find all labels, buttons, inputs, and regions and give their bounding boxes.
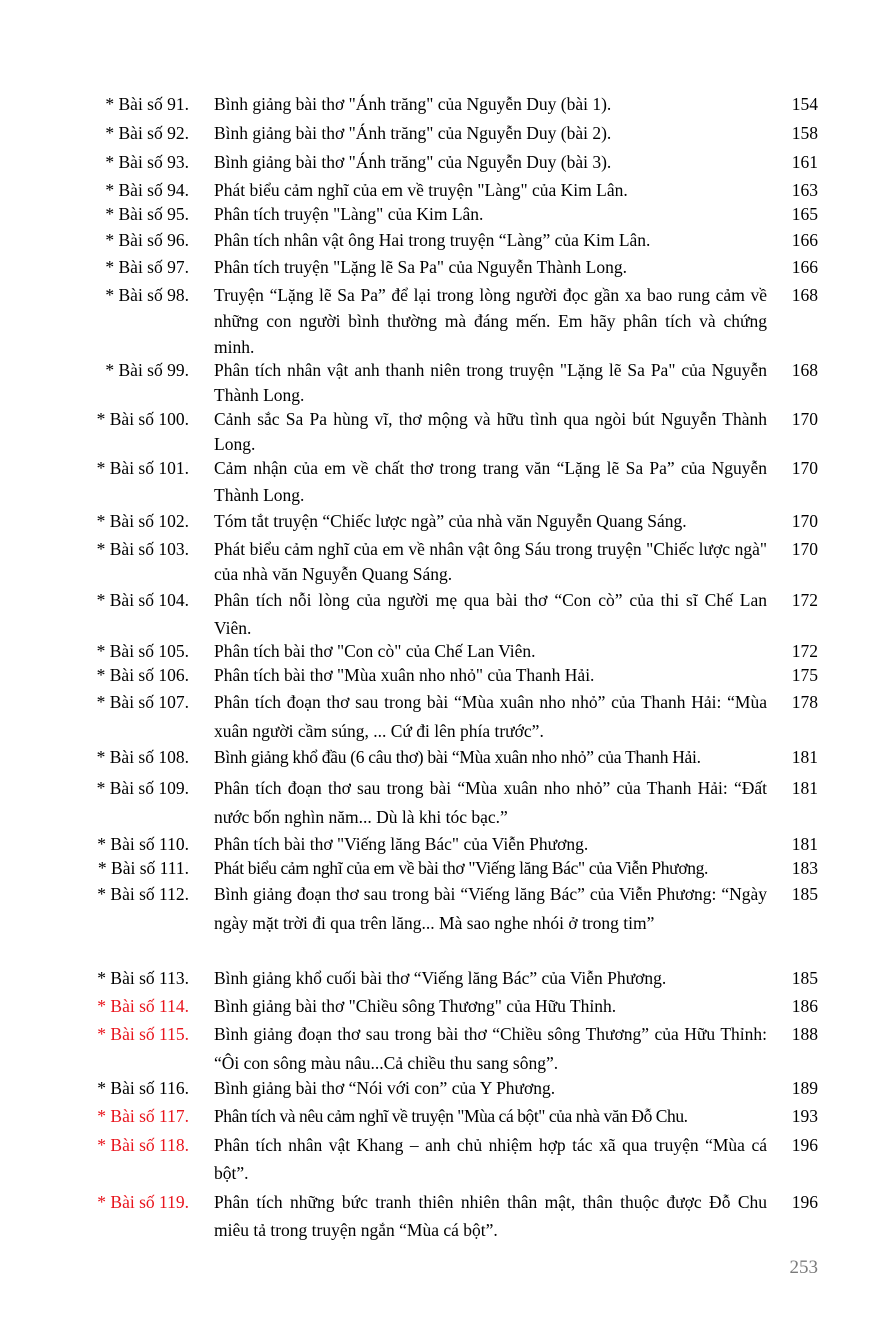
entry-page: 175: [791, 665, 818, 685]
entry-title: Truyện “Lặng lẽ Sa Pa” để lại trong lòng người đọc gần xa bao rung cảm về những con người bình thường mà đáng mến. Em hãy phân tích và chứng minh.: [214, 285, 767, 357]
entry-number: * Bài số 114.: [97, 996, 189, 1016]
entry-number: * Bài số 108.: [96, 747, 189, 767]
entry-page: 168: [791, 360, 818, 380]
entry-page: 158: [791, 123, 818, 143]
entry-title: Bình giảng bài thơ "Chiều sông Thương" của Hữu Thỉnh.: [214, 996, 617, 1016]
entry-title: Phân tích bài thơ "Viếng lăng Bác" của Viễn Phương.: [214, 834, 589, 854]
entry-page: 193: [791, 1106, 818, 1126]
entry-number: * Bài số 117.: [97, 1106, 189, 1126]
entry-page: 166: [791, 257, 818, 277]
entry-page: 170: [791, 458, 818, 478]
entry-number: * Bài số 115.: [97, 1024, 189, 1044]
page-number: 253: [789, 1257, 818, 1278]
entry-number: * Bài số 112.: [97, 884, 189, 904]
entry-number: * Bài số 102.: [96, 511, 189, 531]
entry-title: Phân tích những bức tranh thiên nhiên thân mật, thân thuộc được Đỗ Chu miêu tả trong truyện ngắn “Mùa cá bột”.: [214, 1192, 767, 1240]
entry-page: 181: [791, 778, 818, 798]
entry-number: * Bài số 116.: [97, 1078, 189, 1098]
entry-page: 185: [791, 884, 818, 904]
entry-page: 165: [791, 204, 818, 224]
entry-title: Bình giảng khổ cuối bài thơ “Viếng lăng Bác” của Viễn Phương.: [214, 968, 667, 988]
entry-title: Bình giảng bài thơ "Ánh trăng" của Nguyễn Duy (bài 1).: [214, 94, 612, 114]
entry-title: Phân tích nhân vật ông Hai trong truyện “Làng” của Kim Lân.: [214, 230, 651, 250]
entry-title: Phân tích đoạn thơ sau trong bài “Mùa xuân nho nhỏ” của Thanh Hải: “Đất nước bốn nghìn năm... Dù là khi tóc bạc.”: [214, 778, 767, 827]
entry-page: 188: [791, 1024, 818, 1044]
entry-page: 186: [791, 996, 818, 1016]
entry-number: * Bài số 110.: [97, 834, 189, 854]
entry-page: 172: [791, 590, 818, 610]
entry-page: 185: [791, 968, 818, 988]
entry-number: * Bài số 109.: [96, 778, 189, 798]
entry-title: Bình giảng bài thơ “Nói với con” của Y Phương.: [214, 1078, 556, 1098]
entry-page: 181: [791, 747, 818, 767]
entry-title: Bình giảng đoạn thơ sau trong bài thơ “Chiều sông Thương” của Hữu Thỉnh: “Ôi con sông màu nâu...Cả chiều thu sang sông”.: [214, 1024, 767, 1073]
entry-number: * Bài số 103.: [96, 539, 189, 559]
entry-title: Phân tích truyện "Lặng lẽ Sa Pa" của Nguyễn Thành Long.: [214, 257, 627, 277]
entry-title: Bình giảng đoạn thơ sau trong bài “Viếng lăng Bác” của Viễn Phương: “Ngày ngày mặt trời đi qua trên lăng... Mà sao nghe nhói ở trong tim”: [214, 884, 767, 933]
entry-page: 163: [791, 180, 818, 200]
entry-title: Phân tích truyện "Làng" của Kim Lân.: [214, 204, 484, 224]
entry-page: 154: [791, 94, 818, 114]
entry-title: Tóm tắt truyện “Chiếc lược ngà” của nhà văn Nguyễn Quang Sáng.: [214, 511, 687, 531]
entry-number: * Bài số 101.: [96, 458, 189, 478]
entry-number: * Bài số 96.: [105, 230, 189, 250]
entry-number: * Bài số 92.: [105, 123, 189, 143]
entry-page: 168: [791, 285, 818, 305]
entry-title: Phân tích và nêu cảm nghĩ về truyện "Mùa cá bột" của nhà văn Đỗ Chu.: [214, 1106, 688, 1126]
entry-title: Phân tích nhân vật Khang – anh chủ nhiệm hợp tác xã qua truyện “Mùa cá bột”.: [214, 1135, 767, 1183]
entry-number: * Bài số 111.: [97, 858, 189, 878]
entry-number: * Bài số 100.: [96, 409, 189, 429]
entry-number: * Bài số 94.: [105, 180, 189, 200]
entry-number: * Bài số 91.: [105, 94, 189, 114]
entry-title: Phát biểu cảm nghĩ của em về nhân vật ông Sáu trong truyện "Chiếc lược ngà" của nhà văn Nguyễn Quang Sáng.: [214, 539, 767, 584]
entry-title: Bình giảng bài thơ "Ánh trăng" của Nguyễn Duy (bài 2).: [214, 123, 612, 143]
entry-title: Bình giảng khổ đầu (6 câu thơ) bài “Mùa xuân nho nhỏ” của Thanh Hải.: [214, 747, 701, 767]
entry-page: 181: [791, 834, 818, 854]
entry-number: * Bài số 95.: [105, 204, 189, 224]
entry-number: * Bài số 93.: [105, 152, 189, 172]
entry-title: Phân tích nhân vật anh thanh niên trong truyện "Lặng lẽ Sa Pa" của Nguyễn Thành Long.: [214, 360, 767, 405]
entry-page: 183: [791, 858, 818, 878]
entry-page: 196: [791, 1192, 818, 1212]
entry-number: * Bài số 118.: [97, 1135, 189, 1155]
entry-page: 196: [791, 1135, 818, 1155]
entry-title: Phân tích đoạn thơ sau trong bài “Mùa xuân nho nhỏ” của Thanh Hải: “Mùa xuân người cầm súng, ... Cứ đi lên phía trước”.: [214, 692, 767, 741]
entry-page: 161: [791, 152, 818, 172]
entry-title: Phân tích bài thơ "Con cò" của Chế Lan Viên.: [214, 641, 536, 661]
entry-title: Phát biểu cảm nghĩ của em về bài thơ "Viếng lăng Bác" của Viễn Phương.: [214, 858, 709, 878]
entry-number: * Bài số 97.: [105, 257, 189, 277]
entry-page: 170: [791, 539, 818, 559]
entry-number: * Bài số 99.: [105, 360, 189, 380]
entry-number: * Bài số 98.: [105, 285, 189, 305]
entry-title: Phân tích bài thơ "Mùa xuân nho nhỏ" của Thanh Hải.: [214, 665, 595, 685]
entry-number: * Bài số 113.: [97, 968, 189, 988]
entry-page: 178: [791, 692, 818, 712]
entry-page: 170: [791, 409, 818, 429]
entry-number: * Bài số 107.: [96, 692, 189, 712]
entry-number: * Bài số 105.: [96, 641, 189, 661]
entry-title: Phát biểu cảm nghĩ của em về truyện "Làng" của Kim Lân.: [214, 180, 628, 200]
entry-page: 170: [791, 511, 818, 531]
entry-page: 166: [791, 230, 818, 250]
entry-title: Cảnh sắc Sa Pa hùng vĩ, thơ mộng và hữu tình qua ngòi bút Nguyễn Thành Long.: [214, 409, 767, 454]
entry-title: Cảm nhận của em về chất thơ trong trang văn “Lặng lẽ Sa Pa” của Nguyễn Thành Long.: [214, 458, 767, 505]
entry-number: * Bài số 104.: [96, 590, 189, 610]
entry-number: * Bài số 119.: [97, 1192, 189, 1212]
entry-page: 172: [791, 641, 818, 661]
entry-number: * Bài số 106.: [96, 665, 189, 685]
entry-page: 189: [791, 1078, 818, 1098]
entry-title: Phân tích nỗi lòng của người mẹ qua bài thơ “Con cò” của thi sĩ Chế Lan Viên.: [214, 590, 767, 638]
entry-title: Bình giảng bài thơ "Ánh trăng" của Nguyễn Duy (bài 3).: [214, 152, 612, 172]
